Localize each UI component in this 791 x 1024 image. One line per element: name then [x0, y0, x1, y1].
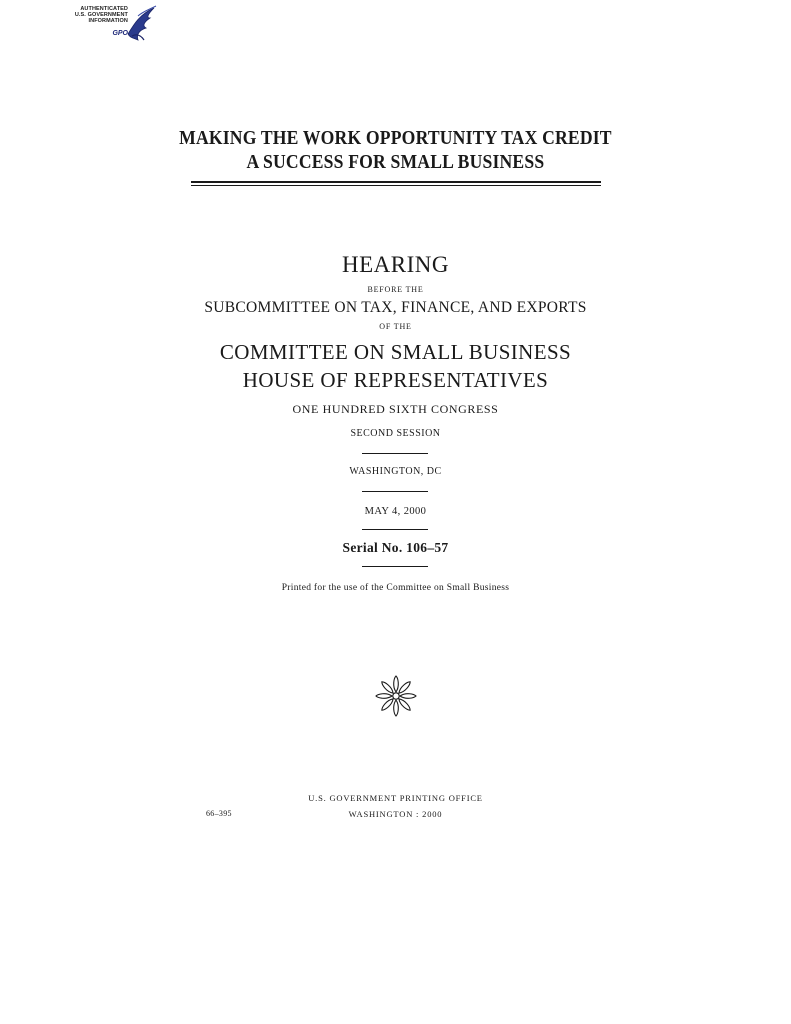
- hearing-city: WASHINGTON, DC: [349, 466, 442, 477]
- flower-ornament-icon: [372, 674, 420, 718]
- house-name: HOUSE OF REPRESENTATIVES: [242, 368, 549, 392]
- job-number: 66–395: [206, 809, 232, 818]
- printed-for-note: Printed for the use of the Committee on Small Business: [281, 583, 510, 593]
- subcommittee-name: SUBCOMMITTEE ON TAX, FINANCE, AND EXPORTS: [204, 299, 587, 316]
- gpo-authentication-seal: [60, 4, 160, 48]
- title-rule-lower: [191, 185, 601, 186]
- of-the-label: OF THE: [379, 322, 412, 331]
- divider-rule: [362, 529, 428, 530]
- seal-line-authenticated: AUTHENTICATED: [80, 6, 128, 12]
- seal-text: [60, 6, 128, 24]
- divider-rule: [362, 566, 428, 567]
- session-label: SECOND SESSION: [350, 428, 441, 439]
- title-rule-upper: [191, 181, 601, 183]
- hearing-heading: HEARING: [342, 252, 449, 277]
- divider-rule: [362, 491, 428, 492]
- printer-name: U.S. GOVERNMENT PRINTING OFFICE: [308, 793, 483, 803]
- seal-gpo-mark: GPO: [112, 30, 128, 37]
- document-title: [55, 126, 735, 174]
- seal-line-government: U.S. GOVERNMENT: [74, 12, 128, 18]
- printer-city: WASHINGTON : 2000: [348, 809, 443, 819]
- title-line-2: A SUCCESS FOR SMALL BUSINESS: [246, 151, 545, 173]
- eagle-icon: [124, 4, 160, 48]
- title-line-1: MAKING THE WORK OPPORTUNITY TAX CREDIT: [179, 127, 612, 149]
- committee-name: COMMITTEE ON SMALL BUSINESS: [219, 340, 572, 364]
- divider-rule: [362, 453, 428, 454]
- congress-label: ONE HUNDRED SIXTH CONGRESS: [292, 402, 499, 416]
- serial-number: Serial No. 106–57: [342, 540, 449, 555]
- seal-line-information: INFORMATION: [88, 18, 128, 24]
- hearing-date: MAY 4, 2000: [364, 506, 427, 517]
- before-the-label: BEFORE THE: [367, 285, 424, 294]
